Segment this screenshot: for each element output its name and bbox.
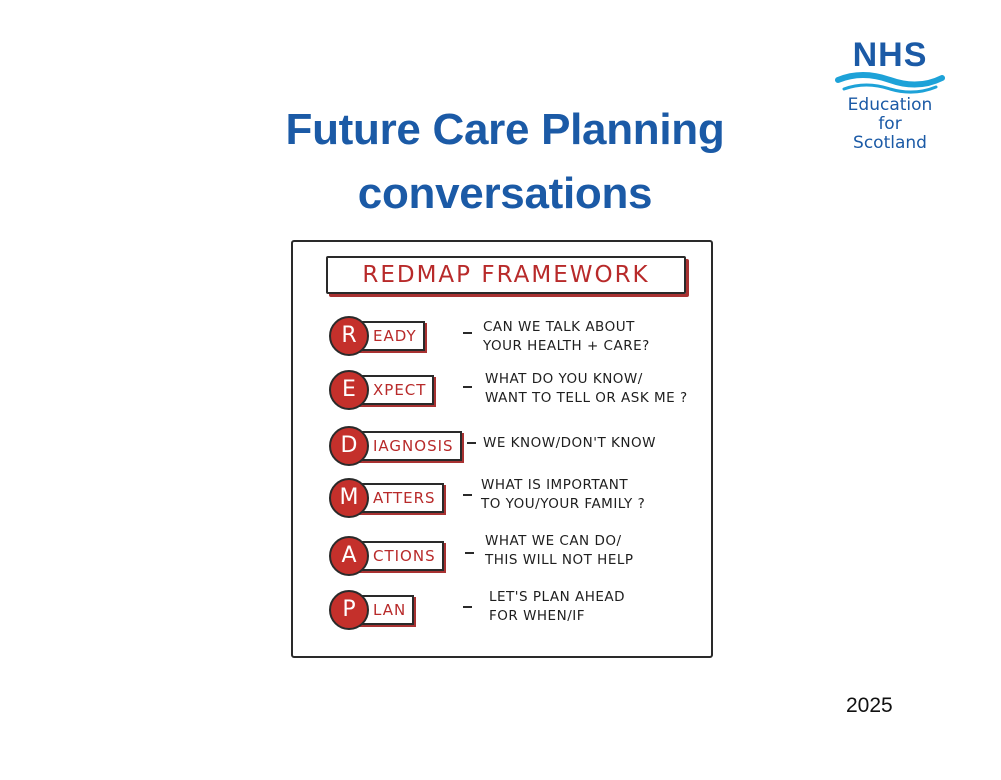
description-line: LET'S PLAN AHEAD <box>489 589 626 605</box>
framework-word: CTIONS <box>353 541 444 571</box>
framework-row-diagnosis <box>293 422 711 470</box>
description-line: WHAT DO YOU KNOW/ <box>485 371 643 387</box>
framework-description <box>483 318 650 356</box>
description-line: WANT TO TELL OR ASK ME ? <box>485 390 688 406</box>
description-line: FOR WHEN/IF <box>489 608 585 624</box>
dash-divider <box>467 442 476 444</box>
framework-description <box>481 476 645 514</box>
nhs-wave-icon <box>834 70 946 94</box>
framework-word: ATTERS <box>353 483 444 513</box>
letter-badge: D <box>329 426 369 466</box>
redmap-framework-card <box>291 240 713 658</box>
framework-row-actions <box>293 532 711 580</box>
letter-badge: P <box>329 590 369 630</box>
letter-badge: E <box>329 370 369 410</box>
framework-description <box>485 370 688 408</box>
framework-description <box>483 434 656 453</box>
framework-word: LAN <box>353 595 414 625</box>
framework-row-ready <box>293 312 711 360</box>
framework-word: IAGNOSIS <box>353 431 462 461</box>
nhs-org-name <box>834 96 946 153</box>
dash-divider <box>465 552 474 554</box>
framework-row-matters <box>293 474 711 522</box>
description-line: WHAT IS IMPORTANT <box>481 477 629 493</box>
page-title-line2: conversations <box>357 169 653 218</box>
dash-divider <box>463 386 472 388</box>
description-line: YOUR HEALTH + CARE? <box>483 338 650 354</box>
description-line: CAN WE TALK ABOUT <box>483 319 635 335</box>
nhs-org-line3: Scotland <box>853 133 927 153</box>
dash-divider <box>463 494 472 496</box>
framework-description <box>485 532 634 570</box>
dash-divider <box>463 332 472 334</box>
year-label: 2025 <box>846 694 893 717</box>
description-line: THIS WILL NOT HELP <box>485 552 634 568</box>
description-line: WHAT WE CAN DO/ <box>485 533 622 549</box>
framework-row-expect <box>293 366 711 414</box>
nhs-org-line2: for <box>878 114 902 134</box>
framework-description <box>489 588 625 626</box>
description-line: WE KNOW/DON'T KNOW <box>483 435 656 451</box>
nhs-logo-text: NHS <box>852 36 928 74</box>
page-title-line1: Future Care Planning <box>285 105 725 154</box>
nhs-education-for-scotland-logo <box>834 36 946 156</box>
framework-heading: REDMAP FRAMEWORK <box>326 256 686 294</box>
letter-badge: A <box>329 536 369 576</box>
letter-badge: M <box>329 478 369 518</box>
page-title <box>200 98 810 226</box>
framework-word: EADY <box>353 321 425 351</box>
nhs-org-line1: Education <box>847 95 933 115</box>
description-line: TO YOU/YOUR FAMILY ? <box>481 496 646 512</box>
dash-divider <box>463 606 472 608</box>
framework-word: XPECT <box>353 375 434 405</box>
framework-row-plan <box>293 586 711 634</box>
letter-badge: R <box>329 316 369 356</box>
